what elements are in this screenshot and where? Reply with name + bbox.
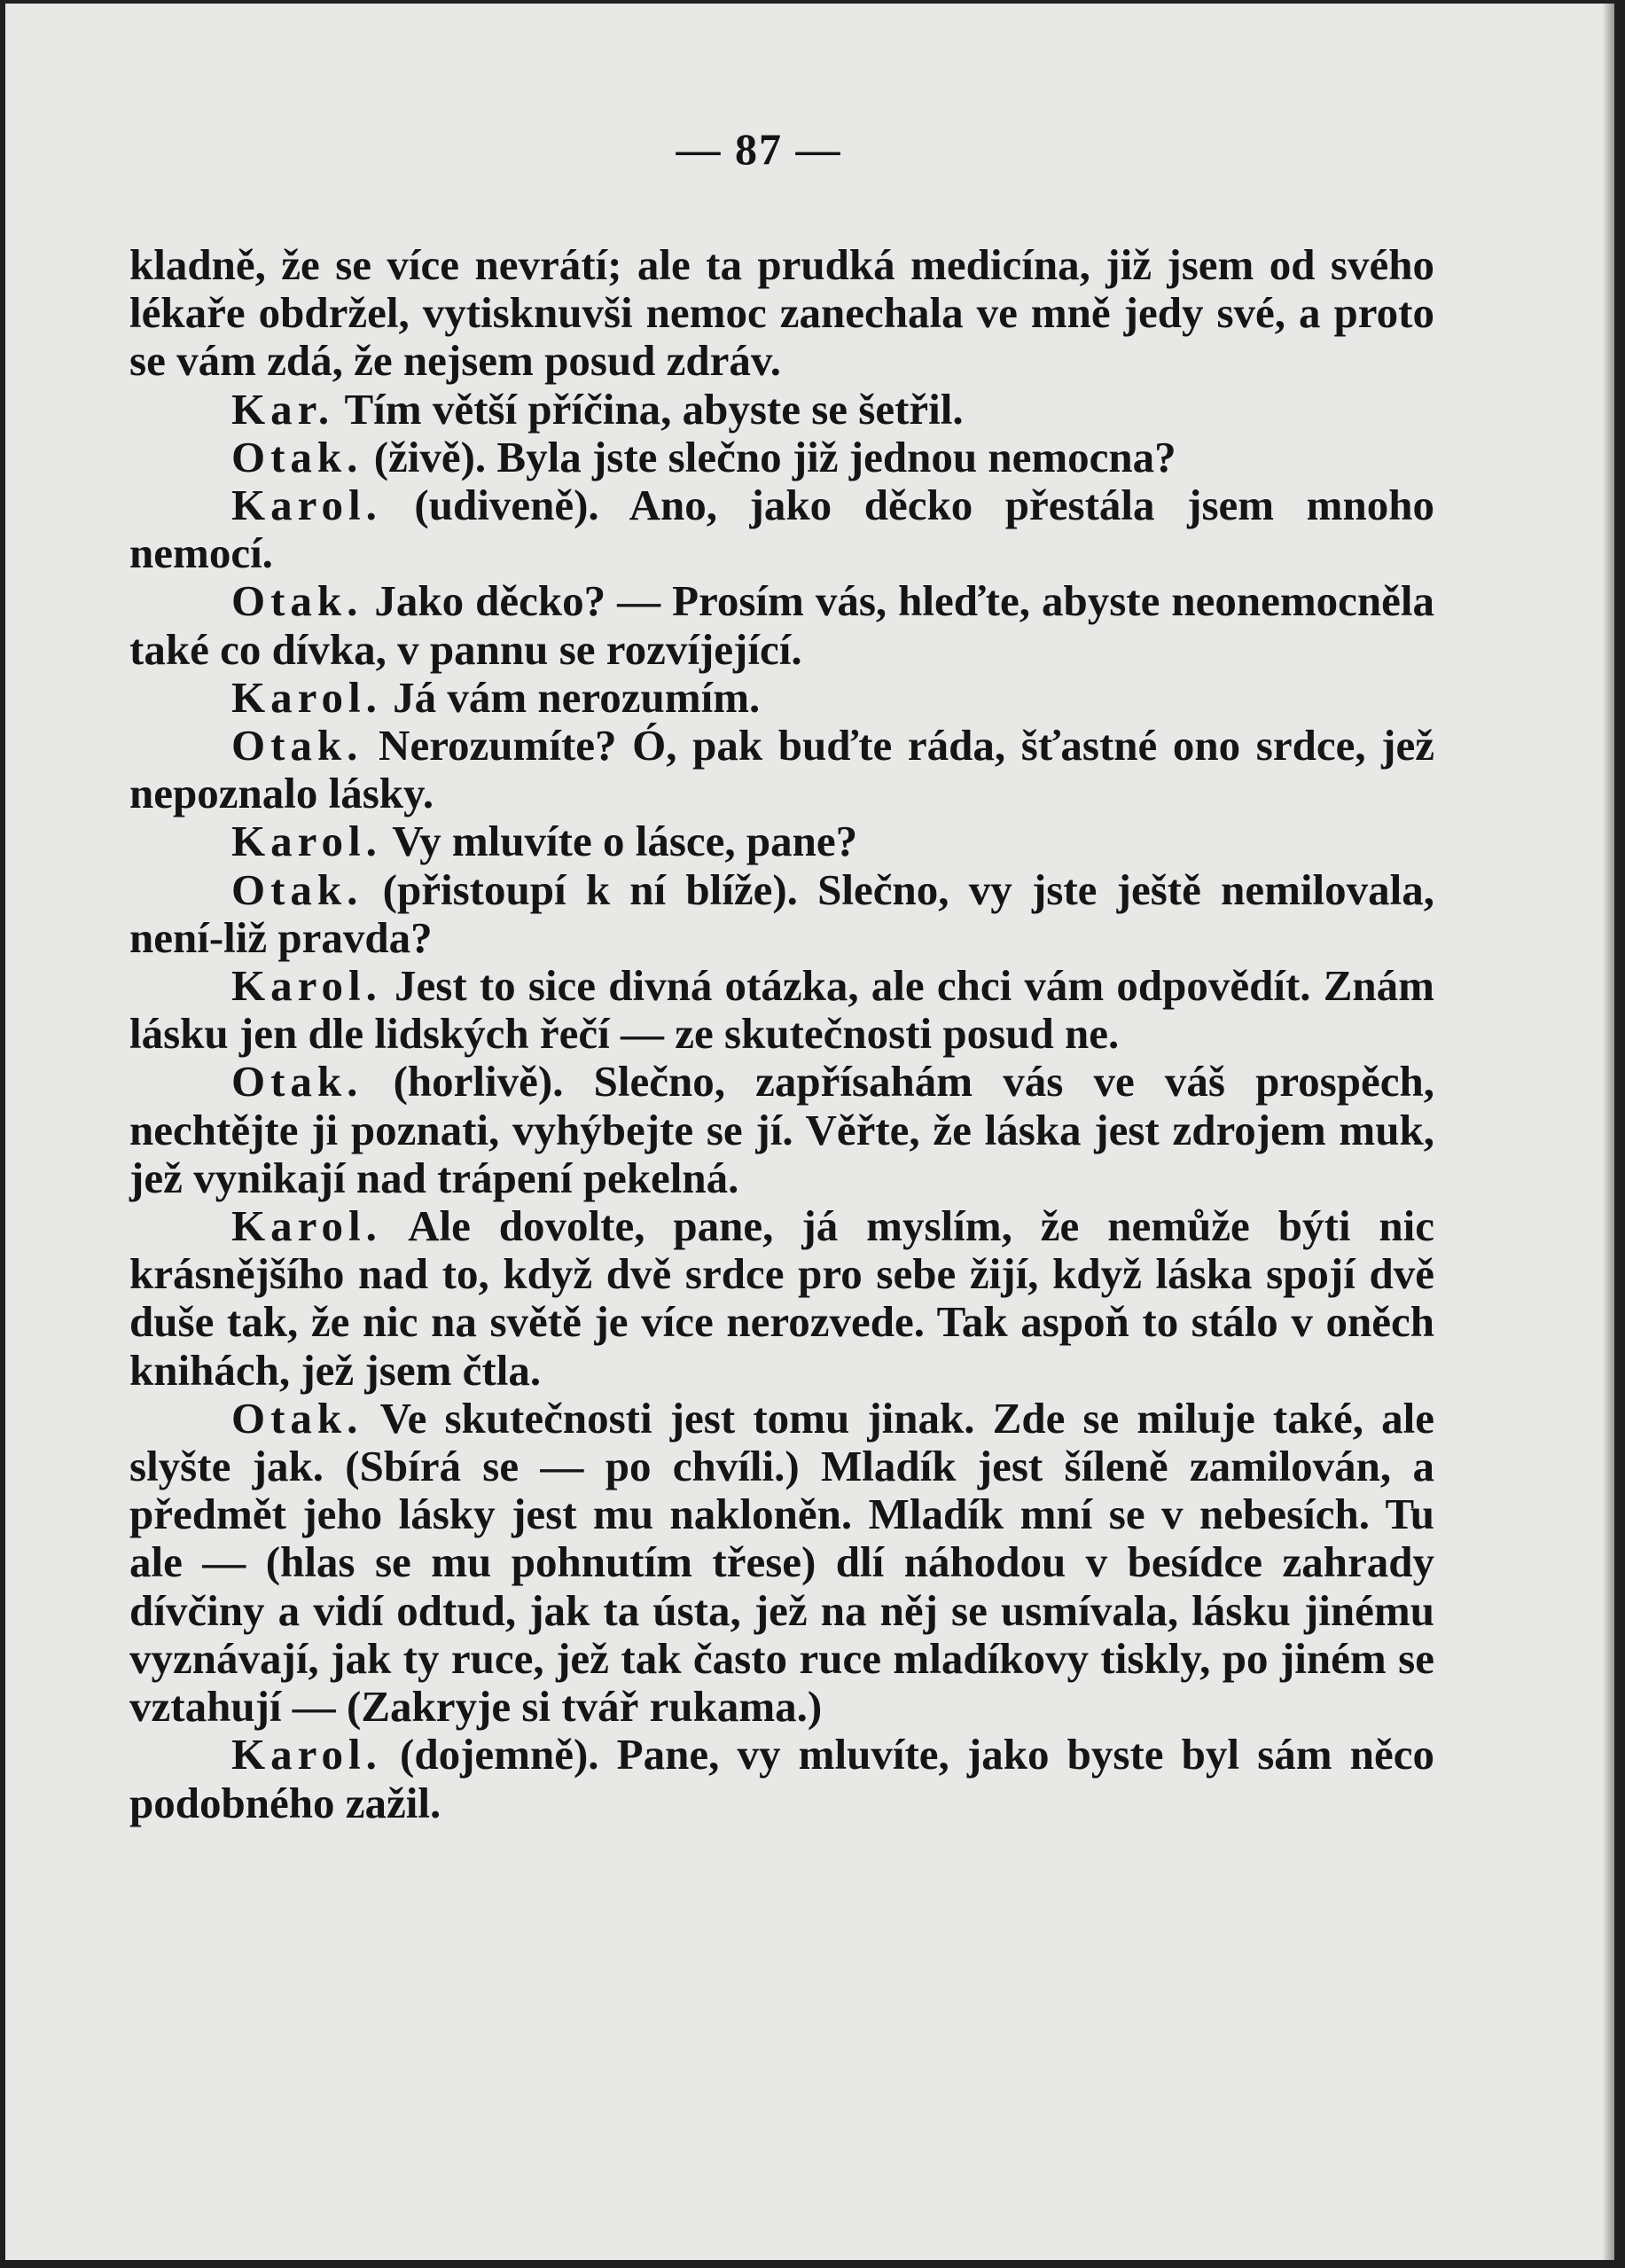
dialogue-paragraph (129, 1202, 1434, 1395)
speaker-name: Karol. (231, 1201, 382, 1251)
paragraph-text: Ale dovolte, pane, já myslím, že nemůže býti nic krásnějšího nad to, když dvě srdce pro sebe žijí, když láska spojí dvě duše tak, že nic na světě je více nerozvede. Tak aspoň to stálo v oněch knihách, jež jsem čtla. (129, 1201, 1434, 1395)
speaker-name: Karol. (231, 961, 382, 1011)
paragraph-text: Ve skutečnosti jest tomu jinak. Zde se miluje také, ale slyšte jak. (Sbírá se — po chvíli.) Mladík jest šíleně zamilován, a předmět jeho lásky jest mu nakloněn. Mladík mní se v nebesích. Tu ale — (hlas se mu pohnutím třese) dlí náhodou v besídce zahrady dívčiny a vidí odtud, jak ta ústa, jež na něj se usmívala, lásku jinému vyznávají, jak ty ruce, jež tak často ruce mladíkovy tiskly, po jiném se vztahují — (Zakryje si tvář rukama.) (129, 1393, 1434, 1732)
dialogue-paragraph (129, 962, 1434, 1058)
speaker-name: Karol. (231, 1730, 382, 1779)
page-number: — 87 — (676, 124, 842, 174)
speaker-name: Karol. (231, 672, 382, 722)
speaker-name: Otak. (231, 721, 363, 770)
speaker-name: Otak. (231, 864, 363, 914)
paragraph-text: Nerozumíte? Ó, pak buďte ráda, šťastné ono srdce, jež nepoznalo lásky. (129, 721, 1434, 818)
dialogue-paragraph (129, 481, 1434, 577)
speaker-name: Kar. (231, 384, 335, 434)
paragraph-text: Vy mluvíte o lásce, pane? (381, 817, 858, 866)
paragraph-text: (přistoupí k ní blíže). Slečno, vy jste ještě nemilovala, není-liž pravda? (129, 864, 1434, 962)
paragraph-text: (dojemně). Pane, vy mluvíte, jako byste byl sám něco podobného zažil. (129, 1730, 1434, 1827)
paragraph-text: Já vám nerozumím. (381, 672, 761, 722)
dialogue-paragraph (129, 722, 1434, 817)
speaker-name: Otak. (231, 1393, 363, 1443)
speaker-name: Karol. (231, 817, 382, 866)
speaker-name: Otak. (231, 576, 363, 626)
paragraph-text: Jest to sice divná otázka, ale chci vám odpovědít. Znám lásku jen dle lidských řečí — ze skutečnosti posud ne. (129, 961, 1434, 1059)
dialogue-paragraph (129, 1731, 1434, 1826)
paragraph-text: Jako děcko? — Prosím vás, hleďte, abyste neonemocněla také co dívka, v pannu se rozvíjející. (129, 576, 1434, 674)
paragraph-text: Tím větší příčina, abyste se šetřil. (334, 384, 964, 434)
dialogue-paragraph (129, 866, 1434, 962)
dialogue-paragraph (129, 674, 1434, 722)
dialogue-paragraph (129, 1058, 1434, 1202)
dialogue-paragraph (129, 386, 1434, 434)
dialogue-paragraph (129, 817, 1434, 865)
book-page (5, 4, 1614, 2260)
paragraph-text: (horlivě). Slečno, zapřísahám vás ve váš prospěch, nechtějte ji poznati, vyhýbejte se jí. Věřte, že láska jest zdrojem muk, jež vynikají nad trápení pekelná. (129, 1057, 1434, 1202)
speaker-name: Otak. (231, 432, 363, 481)
speaker-name: Otak. (231, 1057, 363, 1107)
paragraph-continuation (129, 241, 1434, 386)
paragraph-text: kladně, že se více nevrátí; ale ta prudká medicína, již jsem od svého lékaře obdržel, vytisknuvši nemoc zanechala ve mně jedy své, a proto se vám zdá, že nejsem posud zdráv. (129, 240, 1434, 386)
dialogue-paragraph (129, 434, 1434, 481)
page-text (129, 241, 1434, 1827)
dialogue-paragraph (129, 577, 1434, 673)
speaker-name: Karol. (231, 481, 382, 530)
dialogue-paragraph (129, 1395, 1434, 1731)
paragraph-text: (udiveně). Ano, jako děcko přestála jsem mnoho nemocí. (129, 481, 1434, 578)
paragraph-text: (živě). Byla jste slečno již jednou nemocna? (363, 432, 1176, 481)
